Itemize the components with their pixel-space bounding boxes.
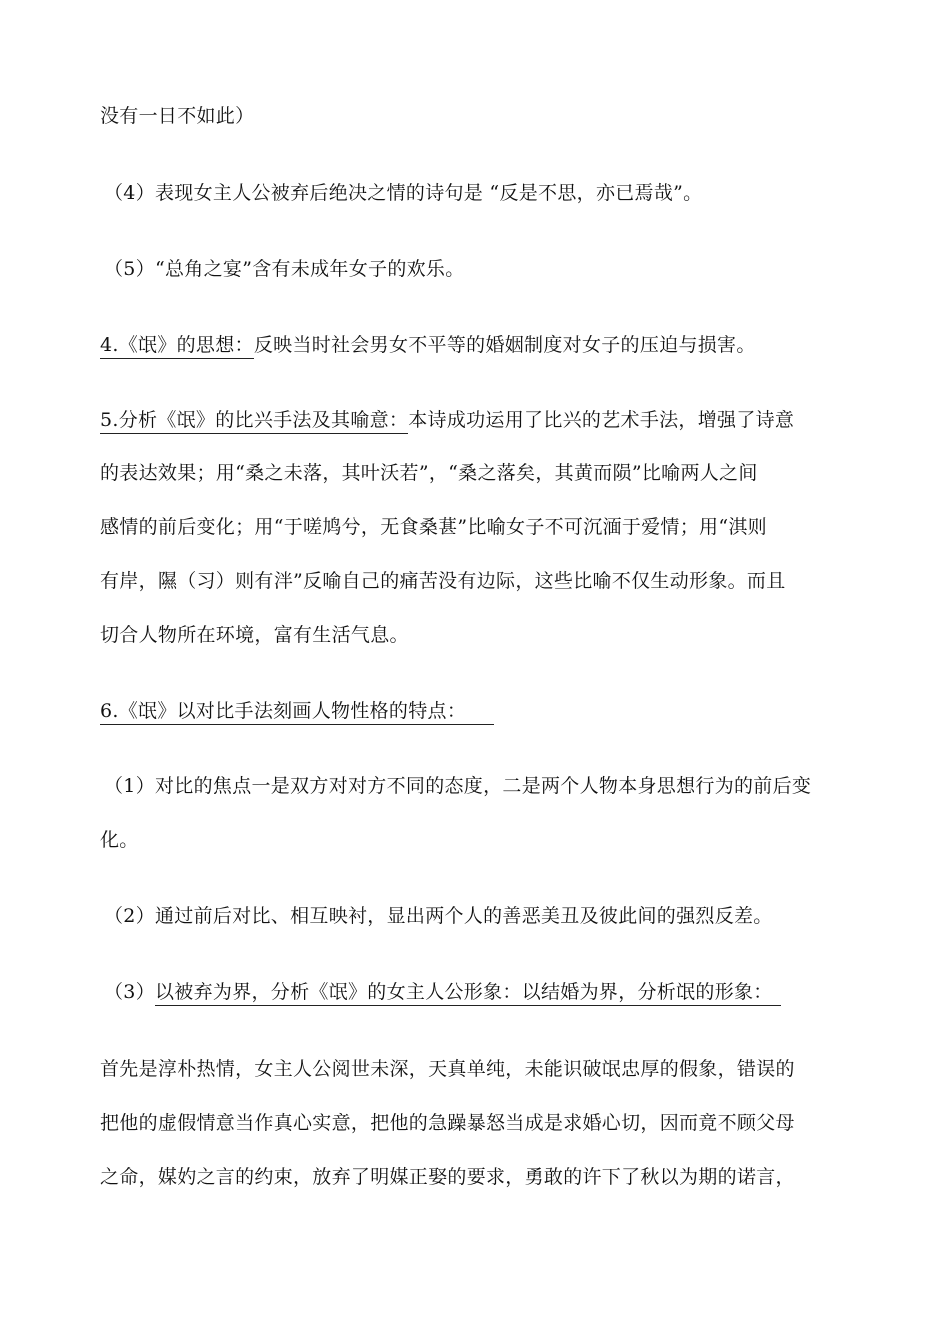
text-line: 首先是淳朴热情，女主人公阅世未深，天真单纯，未能识破氓忠厚的假象，错误的	[100, 1058, 795, 1080]
section-heading: 5.分析《氓》的比兴手法及其喻意：	[100, 409, 408, 434]
text-line: 感情的前后变化；用“于嗟鸠兮，无食桑葚”比喻女子不可沉湎于爱情；用“淇则	[100, 516, 767, 538]
text-line: 化。	[100, 829, 139, 851]
text-line: 切合人物所在环境，富有生活气息。	[100, 624, 409, 646]
item-number: （3）	[104, 981, 155, 1003]
section-text: 反映当时社会男女不平等的婚姻制度对女子的压迫与损害。	[253, 334, 756, 356]
section-6-line	[100, 697, 860, 725]
text-line: （5）“总角之宴”含有未成年女子的欢乐。	[104, 258, 465, 280]
text-line: 的表达效果；用“桑之未落，其叶沃若”，“桑之落矣，其黄而陨”比喻两人之间	[100, 462, 758, 484]
text-line: 有岸，隰（习）则有泮”反喻自己的痛苦没有边际，这些比喻不仅生动形象。而且	[100, 570, 786, 592]
subsection-3-line	[104, 978, 864, 1006]
section-text: 本诗成功运用了比兴的艺术手法，增强了诗意	[408, 409, 795, 431]
text-line: （1）对比的焦点一是双方对对方不同的态度，二是两个人物本身思想行为的前后变	[104, 775, 812, 797]
text-line: （2）通过前后对比、相互映衬，显出两个人的善恶美丑及彼此间的强烈反差。	[104, 905, 773, 927]
text-line: （4）表现女主人公被弃后绝决之情的诗句是 “反是不思，亦已焉哉”。	[104, 182, 703, 204]
section-4-line	[100, 331, 860, 359]
subsection-heading: 以被弃为界，分析《氓》的女主人公形象：以结婚为界，分析氓的形象：	[155, 981, 781, 1006]
text-line: 没有一日不如此）	[100, 105, 255, 127]
text-line: 之命，媒妁之言的约束，放弃了明媒正娶的要求，勇敢的许下了秋以为期的诺言，	[100, 1166, 795, 1188]
section-heading: 4.《氓》的思想：	[100, 334, 254, 359]
text-line: 把他的虚假情意当作真心实意，把他的急躁暴怒当成是求婚心切，因而竟不顾父母	[100, 1112, 795, 1134]
section-5-line	[100, 406, 860, 434]
section-heading: 6.《氓》以对比手法刻画人物性格的特点：	[100, 700, 494, 725]
